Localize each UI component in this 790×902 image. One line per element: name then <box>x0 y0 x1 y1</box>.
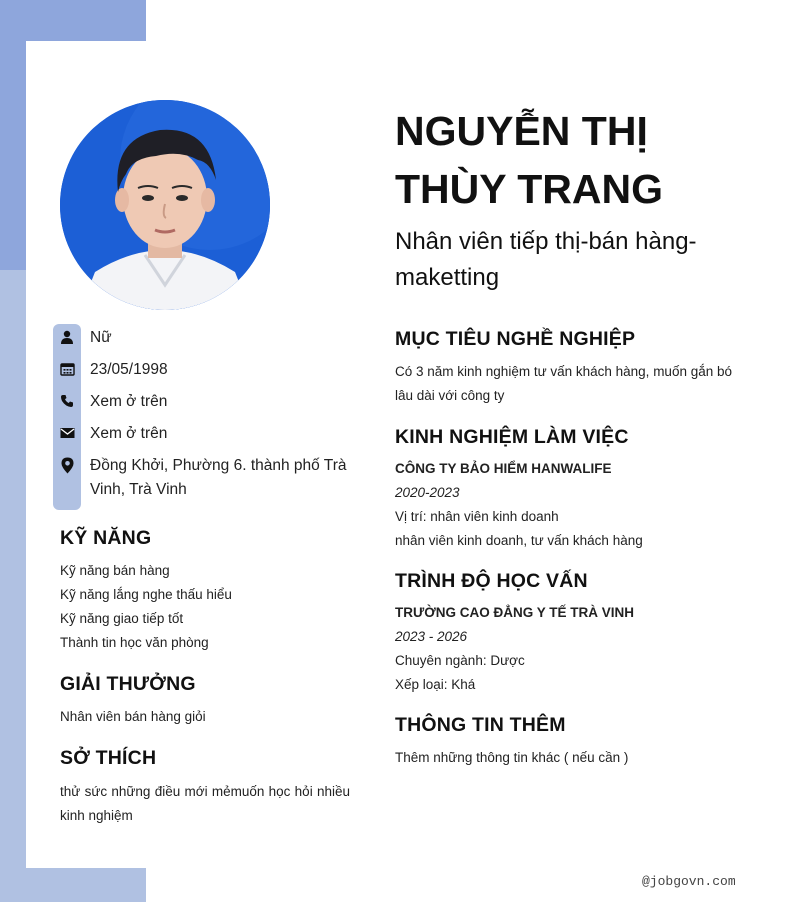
contact-address <box>53 454 353 502</box>
name-line-1: NGUYỄN THỊ <box>395 108 648 154</box>
contact-phone <box>53 390 353 414</box>
award-item: Nhân viên bán hàng giỏi <box>60 709 206 724</box>
education-major: Chuyên ngành: Dược <box>395 653 525 668</box>
skill-item: Kỹ năng bán hàng <box>60 563 170 578</box>
job-title: Nhân viên tiếp thị-bán hàng-maketting <box>395 228 697 291</box>
awards-heading: GIẢI THƯỞNG <box>60 673 196 695</box>
skills-heading: KỸ NĂNG <box>60 527 152 549</box>
location-pin-icon <box>53 454 81 476</box>
additional-info-text: Thêm những thông tin khác ( nếu cần ) <box>395 750 629 765</box>
phone-icon <box>53 390 81 412</box>
skill-item: Kỹ năng giao tiếp tốt <box>60 611 184 626</box>
gender-text: Nữ <box>90 329 112 346</box>
skill-item: Kỹ năng lắng nghe thấu hiểu <box>60 587 232 602</box>
objective-heading: MỤC TIÊU NGHỀ NGHIỆP <box>395 328 636 350</box>
watermark: @jobgovn.com <box>642 874 736 889</box>
education-school: TRƯỜNG CAO ĐẲNG Y TẾ TRÀ VINH <box>395 605 634 620</box>
contact-gender <box>53 326 353 350</box>
person-icon <box>53 326 81 348</box>
mail-icon <box>53 422 81 444</box>
objective-text: Có 3 năm kinh nghiệm tư vấn khách hàng, muốn gắn bó lâu dài với công ty <box>395 364 732 403</box>
experience-description: nhân viên kinh doanh, tư vấn khách hàng <box>395 533 643 548</box>
name-line-2: THÙY TRANG <box>395 166 664 212</box>
phone-text: Xem ở trên <box>90 393 168 410</box>
experience-heading: KINH NGHIỆM LÀM VIỆC <box>395 426 629 448</box>
skill-item: Thành tin học văn phòng <box>60 635 209 650</box>
experience-company: CÔNG TY BẢO HIỂM HANWALIFE <box>395 461 612 476</box>
education-grade: Xếp loại: Khá <box>395 677 476 692</box>
contact-birthdate <box>53 358 353 382</box>
profile-photo <box>60 100 270 310</box>
address-text: Đồng Khởi, Phường 6. thành phố Trà Vinh, Trà Vinh <box>90 457 347 498</box>
candidate-name <box>395 102 755 218</box>
contact-email <box>53 422 353 446</box>
calendar-icon <box>53 358 81 380</box>
education-period: 2023 - 2026 <box>395 629 468 644</box>
experience-position: Vị trí: nhân viên kinh doanh <box>395 509 559 524</box>
experience-period: 2020-2023 <box>395 485 460 500</box>
additional-info-heading: THÔNG TIN THÊM <box>395 714 566 736</box>
education-heading: TRÌNH ĐỘ HỌC VẤN <box>395 570 588 592</box>
hobbies-heading: SỞ THÍCH <box>60 747 157 769</box>
hobbies-text: thử sức những điều mới mẻmuốn học hỏi nhiều kinh nghiệm <box>60 784 350 823</box>
email-text: Xem ở trên <box>90 425 168 442</box>
birthdate-text: 23/05/1998 <box>90 361 168 378</box>
